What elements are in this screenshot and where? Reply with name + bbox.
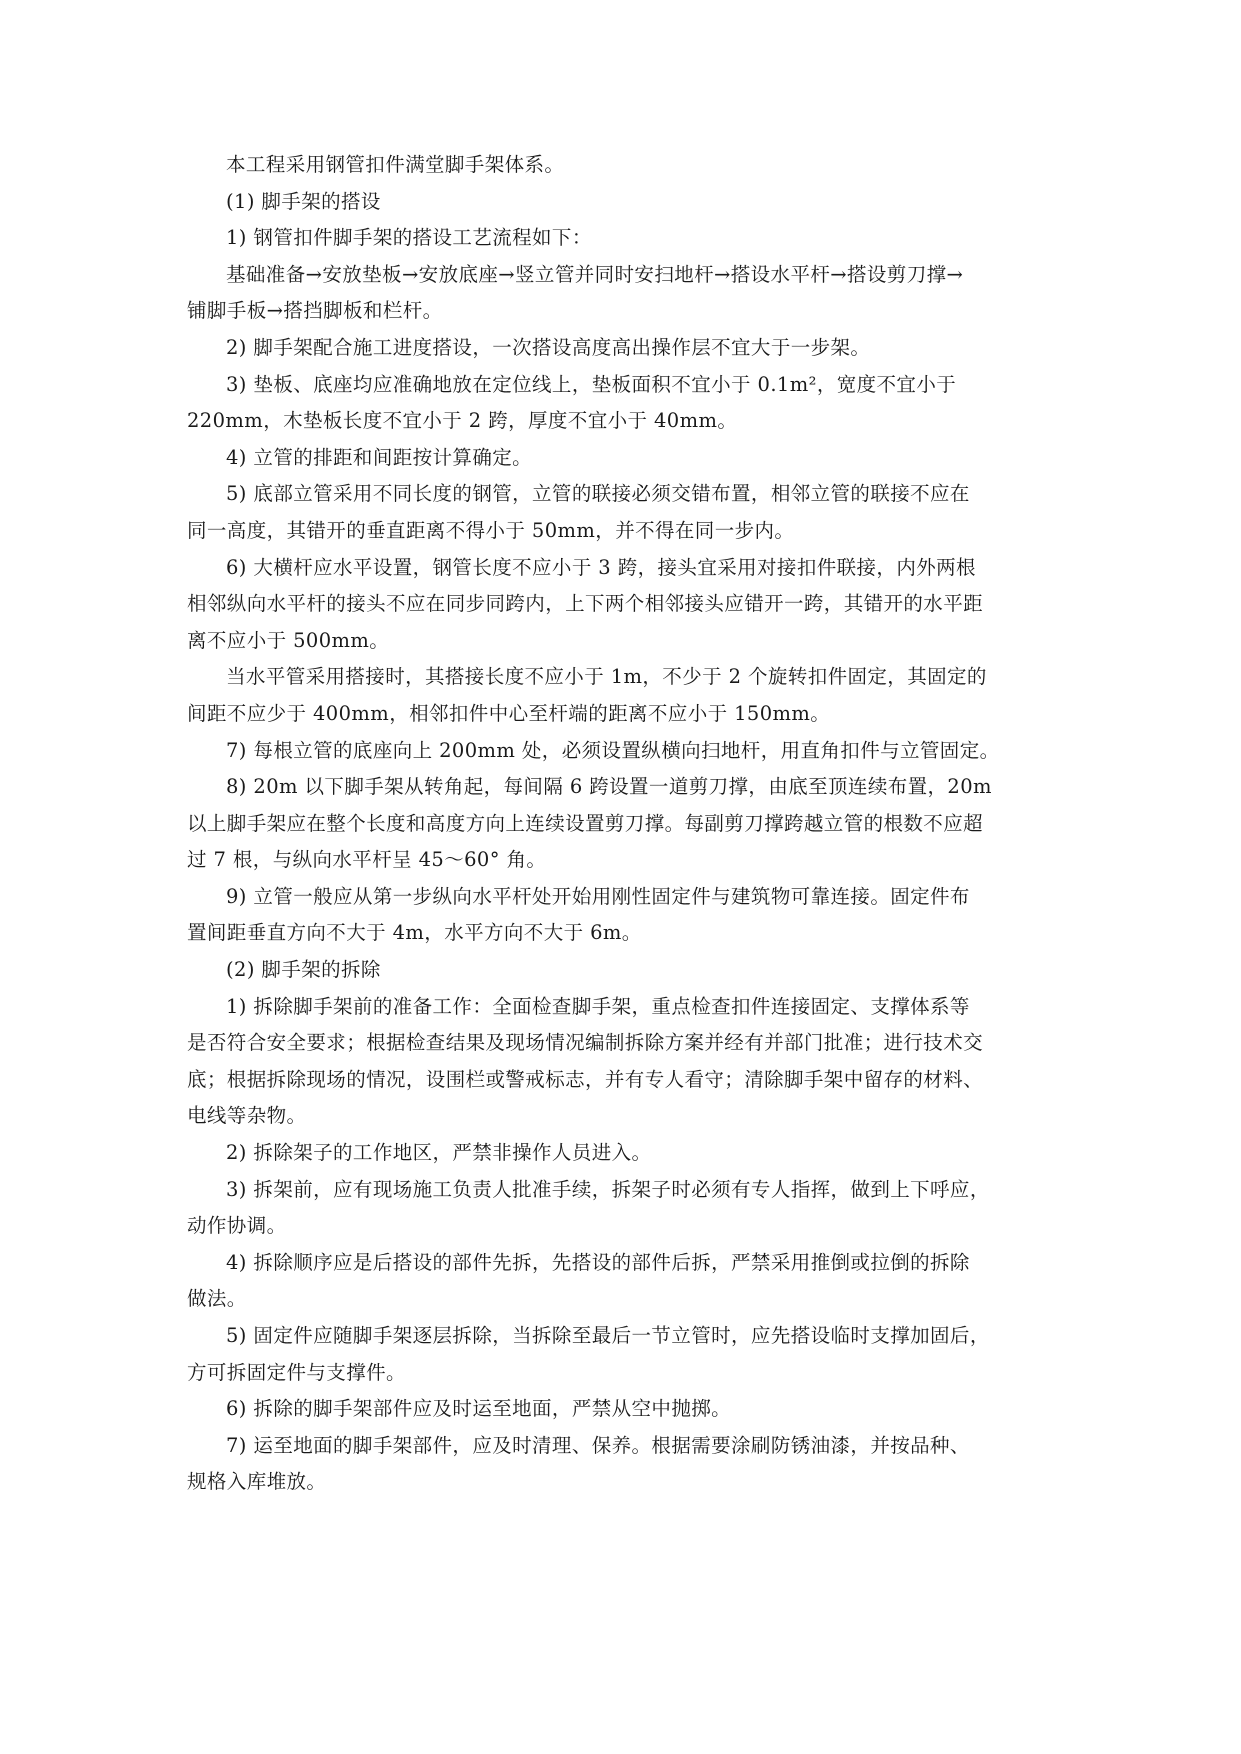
paragraph-item: 7) 每根立管的底座向上 200mm 处，必须设置纵横向扫地杆，用直角扣件与立管固定。 xyxy=(226,738,1000,762)
paragraph-item: 3) 拆架前，应有现场施工负责人批准手续，拆架子时必须有专人指挥，做到上下呼应， 动作协调。 xyxy=(187,1177,990,1238)
paragraph-item: 5) 固定件应随脚手架逐层拆除，当拆除至最后一节立管时，应先搭设临时支撑加固后， 方可拆固定件与支撑件。 xyxy=(187,1324,990,1384)
paragraph-item: 6) 拆除的脚手架部件应及时运至地面，严禁从空中抛掷。 xyxy=(226,1397,732,1421)
paragraph-item: 当水平管采用搭接时，其搭接长度不应小于 1m，不少于 2 个旋转扣件固定，其固定的 间距不应少于 400mm，相邻扣件中心至杆端的距离不应小于 150mm。 xyxy=(187,665,987,725)
paragraph-item: 1) 拆除脚手架前的准备工作：全面检查脚手架，重点检查扣件连接固定、支撑体系等 是否符合安全要求；根据检查结果及现场情况编制拆除方案并经有并部门批准；进行技术交 底；根据拆除现场的情况，设围栏或警戒标志，并有专人看守；清除脚手架中留存的材料、 电线等杂物。 xyxy=(187,994,984,1128)
paragraph-intro: 本工程采用钢管扣件满堂脚手架体系。 xyxy=(226,153,565,176)
paragraph-item: 1) 钢管扣件脚手架的搭设工艺流程如下： xyxy=(226,226,592,250)
paragraph-process-flow: 基础准备→安放垫板→安放底座→竖立管并同时安扫地杆→搭设水平杆→搭设剪刀撑→ 铺脚手板→搭挡脚板和栏杆。 xyxy=(187,262,964,323)
paragraph-item: 4) 立管的排距和间距按计算确定。 xyxy=(226,445,533,469)
section-heading-erection: (1) 脚手架的搭设 xyxy=(226,189,381,213)
paragraph-item: 5) 底部立管采用不同长度的钢管，立管的联接必须交错布置，相邻立管的联接不应在 同一高度，其错开的垂直距离不得小于 50mm，并不得在同一步内。 xyxy=(187,482,970,542)
paragraph-item: 6) 大横杆应水平设置，钢管长度不应小于 3 跨，接头宜采用对接扣件联接，内外两根 相邻纵向水平杆的接头不应在同步同跨内，上下两个相邻接头应错开一跨，其错开的水平距 离不应小于 500mm。 xyxy=(187,555,984,652)
document-body xyxy=(187,147,1055,1501)
paragraph-item: 4) 拆除顺序应是后搭设的部件先拆，先搭设的部件后拆，严禁采用推倒或拉倒的拆除 做法。 xyxy=(187,1250,970,1311)
paragraph-item: 8) 20m 以下脚手架从转角起，每间隔 6 跨设置一道剪刀撑，由底至顶连续布置，20m 以上脚手架应在整个长度和高度方向上连续设置剪刀撑。每副剪刀撑跨越立管的根数不应超 过 7 根，与纵向水平杆呈 45～60° 角。 xyxy=(187,775,992,872)
paragraph-item: 2) 脚手架配合施工进度搭设，一次搭设高度高出操作层不宜大于一步架。 xyxy=(226,335,871,359)
paragraph-item: 7) 运至地面的脚手架部件，应及时清理、保养。根据需要涂刷防锈油漆，并按品种、 规格入库堆放。 xyxy=(187,1433,970,1494)
section-heading-dismantling: (2) 脚手架的拆除 xyxy=(226,958,381,982)
paragraph-item: 9) 立管一般应从第一步纵向水平杆处开始用刚性固定件与建筑物可靠连接。固定件布 置间距垂直方向不大于 4m，水平方向不大于 6m。 xyxy=(187,884,970,945)
paragraph-item: 2) 拆除架子的工作地区，严禁非操作人员进入。 xyxy=(226,1141,652,1165)
paragraph-item: 3) 垫板、底座均应准确地放在定位线上，垫板面积不宜小于 0.1m²，宽度不宜小于 220mm，木垫板长度不宜小于 2 跨，厚度不宜小于 40mm。 xyxy=(187,372,957,433)
